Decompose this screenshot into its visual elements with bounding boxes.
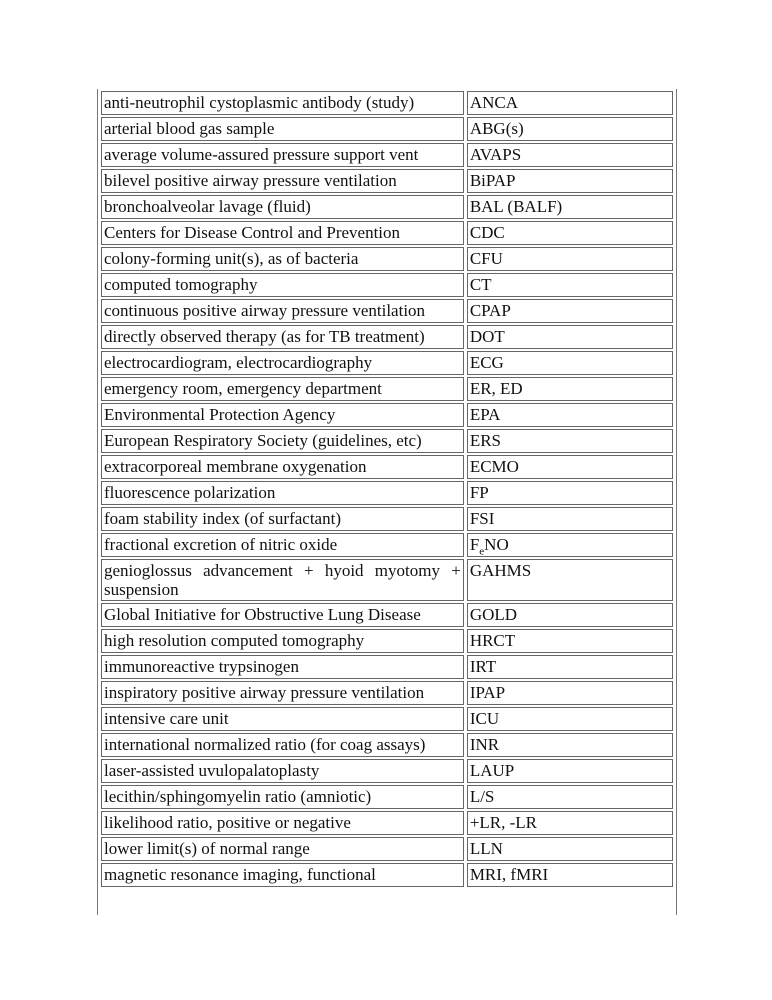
table-continuation: [101, 889, 673, 913]
term-cell: magnetic resonance imaging, functional: [101, 863, 464, 887]
abbreviation-table-body: [101, 91, 673, 913]
table-row: [101, 681, 673, 705]
table-row: [101, 143, 673, 167]
term-cell: electrocardiogram, electrocardiography: [101, 351, 464, 375]
abbreviation-cell: AVAPS: [467, 143, 673, 167]
term-cell: laser-assisted uvulopalatoplasty: [101, 759, 464, 783]
abbreviation-cell: ECG: [467, 351, 673, 375]
term-cell: computed tomography: [101, 273, 464, 297]
abbreviation-cell: EPA: [467, 403, 673, 427]
term-cell: anti-neutrophil cystoplasmic antibody (study): [101, 91, 464, 115]
abbreviation-cell: MRI, fMRI: [467, 863, 673, 887]
term-cell: extracorporeal membrane oxygenation: [101, 455, 464, 479]
term-cell: Global Initiative for Obstructive Lung Disease: [101, 603, 464, 627]
table-row: [101, 733, 673, 757]
term-cell: bronchoalveolar lavage (fluid): [101, 195, 464, 219]
table-row: [101, 455, 673, 479]
table-row: [101, 221, 673, 245]
table-row: [101, 811, 673, 835]
term-cell: international normalized ratio (for coag assays): [101, 733, 464, 757]
table-row: [101, 325, 673, 349]
table-row: [101, 91, 673, 115]
table-row: [101, 377, 673, 401]
abbreviation-cell: L/S: [467, 785, 673, 809]
term-cell: lower limit(s) of normal range: [101, 837, 464, 861]
abbreviation-cell: IPAP: [467, 681, 673, 705]
abbreviation-cell: FSI: [467, 507, 673, 531]
table-row: [101, 169, 673, 193]
abbreviation-cell: HRCT: [467, 629, 673, 653]
term-cell: high resolution computed tomography: [101, 629, 464, 653]
table-row: [101, 429, 673, 453]
term-cell: fractional excretion of nitric oxide: [101, 533, 464, 557]
table-row: [101, 403, 673, 427]
term-cell: inspiratory positive airway pressure ventilation: [101, 681, 464, 705]
abbreviation-cell: DOT: [467, 325, 673, 349]
table-row: [101, 759, 673, 783]
abbreviation-cell: ER, ED: [467, 377, 673, 401]
term-cell: Environmental Protection Agency: [101, 403, 464, 427]
table-row: [101, 117, 673, 141]
term-cell: immunoreactive trypsinogen: [101, 655, 464, 679]
table-row: [101, 273, 673, 297]
table-row: [101, 481, 673, 505]
table-row: [101, 707, 673, 731]
term-cell: European Respiratory Society (guidelines, etc): [101, 429, 464, 453]
abbreviation-cell: +LR, -LR: [467, 811, 673, 835]
table-row: [101, 533, 673, 557]
table-row: [101, 247, 673, 271]
abbreviation-cell: FP: [467, 481, 673, 505]
abbreviation-table: [97, 89, 677, 915]
term-cell: likelihood ratio, positive or negative: [101, 811, 464, 835]
term-cell: fluorescence polarization: [101, 481, 464, 505]
term-cell: lecithin/sphingomyelin ratio (amniotic): [101, 785, 464, 809]
term-cell: continuous positive airway pressure ventilation: [101, 299, 464, 323]
table-row: [101, 603, 673, 627]
abbreviation-cell: LLN: [467, 837, 673, 861]
abbreviation-part: F: [469, 535, 480, 554]
term-cell: intensive care unit: [101, 707, 464, 731]
table-row: [101, 629, 673, 653]
abbreviation-cell: CDC: [467, 221, 673, 245]
abbreviation-cell: BiPAP: [467, 169, 673, 193]
abbreviation-cell: INR: [467, 733, 673, 757]
term-cell: average volume-assured pressure support vent: [101, 143, 464, 167]
abbreviation-cell: [467, 533, 673, 557]
abbreviation-cell: BAL (BALF): [467, 195, 673, 219]
abbreviation-cell: ICU: [467, 707, 673, 731]
term-cell: foam stability index (of surfactant): [101, 507, 464, 531]
term-cell: colony-forming unit(s), as of bacteria: [101, 247, 464, 271]
table-row: [101, 655, 673, 679]
abbreviation-cell: IRT: [467, 655, 673, 679]
table-row: [101, 351, 673, 375]
abbreviation-cell: ERS: [467, 429, 673, 453]
abbreviation-part: NO: [484, 535, 509, 554]
table-row: [101, 785, 673, 809]
table-row: [101, 507, 673, 531]
term-cell: bilevel positive airway pressure ventilation: [101, 169, 464, 193]
table-row: [101, 863, 673, 887]
table-row: [101, 559, 673, 601]
term-cell: Centers for Disease Control and Prevention: [101, 221, 464, 245]
abbreviation-cell: GOLD: [467, 603, 673, 627]
term-cell: emergency room, emergency department: [101, 377, 464, 401]
abbreviation-subscript: e: [479, 545, 485, 558]
abbreviation-cell: CFU: [467, 247, 673, 271]
table-row: [101, 299, 673, 323]
term-cell: directly observed therapy (as for TB treatment): [101, 325, 464, 349]
term-cell: arterial blood gas sample: [101, 117, 464, 141]
table-row: [101, 195, 673, 219]
table-row: [101, 837, 673, 861]
abbreviation-cell: LAUP: [467, 759, 673, 783]
abbreviation-cell: GAHMS: [467, 559, 673, 601]
abbreviation-cell: CT: [467, 273, 673, 297]
abbreviation-cell: ABG(s): [467, 117, 673, 141]
abbreviation-cell: CPAP: [467, 299, 673, 323]
abbreviation-cell: ANCA: [467, 91, 673, 115]
term-cell: genioglossus advancement + hyoid myotomy + suspension: [101, 559, 464, 601]
abbreviation-cell: ECMO: [467, 455, 673, 479]
